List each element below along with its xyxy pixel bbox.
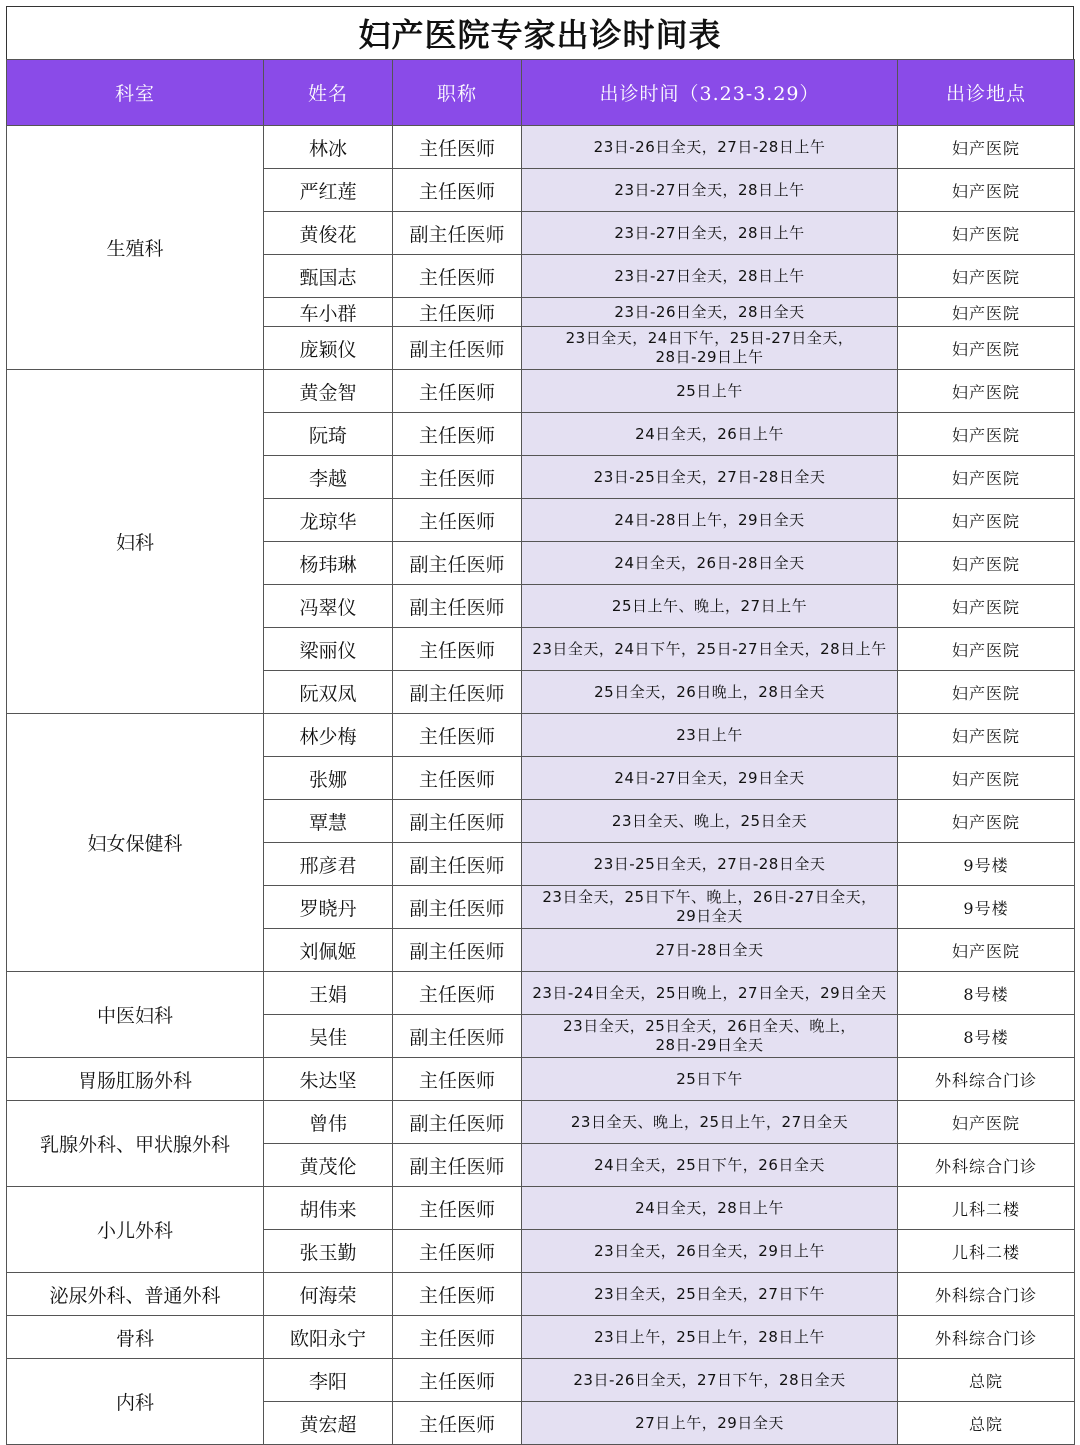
header-row (7, 60, 1075, 126)
location-cell: 妇产医院 (898, 327, 1075, 370)
doctor-title-cell: 副主任医师 (393, 212, 522, 255)
location-cell: 妇产医院 (898, 757, 1075, 800)
doctor-title-cell: 主任医师 (393, 126, 522, 169)
dept-cell: 妇科 (7, 370, 264, 714)
doctor-name-cell: 邢彦君 (264, 843, 393, 886)
schedule-time-line: 28日-29日上午 (655, 348, 764, 366)
schedule-time-cell: 23日全天、晚上，25日全天 (522, 800, 898, 843)
doctor-title-cell: 副主任医师 (393, 886, 522, 929)
doctor-name-cell: 李阳 (264, 1359, 393, 1402)
schedule-time-cell (522, 886, 898, 929)
schedule-table (6, 59, 1075, 1445)
table-row (7, 972, 1075, 1015)
doctor-title-cell: 副主任医师 (393, 800, 522, 843)
doctor-name-cell: 黄俊花 (264, 212, 393, 255)
schedule-time-cell: 23日上午 (522, 714, 898, 757)
doctor-name-cell: 严红莲 (264, 169, 393, 212)
location-cell: 总院 (898, 1359, 1075, 1402)
doctor-name-cell: 林冰 (264, 126, 393, 169)
doctor-name-cell: 覃慧 (264, 800, 393, 843)
location-cell: 儿科二楼 (898, 1187, 1075, 1230)
location-cell: 妇产医院 (898, 456, 1075, 499)
header-name: 姓名 (264, 60, 393, 126)
location-cell: 儿科二楼 (898, 1230, 1075, 1273)
schedule-sheet (6, 6, 1074, 1445)
schedule-time-cell: 23日-27日全天，28日上午 (522, 255, 898, 298)
location-cell: 妇产医院 (898, 714, 1075, 757)
location-cell: 妇产医院 (898, 126, 1075, 169)
doctor-name-cell: 阮琦 (264, 413, 393, 456)
table-row (7, 1273, 1075, 1316)
doctor-title-cell: 主任医师 (393, 972, 522, 1015)
doctor-name-cell: 曾伟 (264, 1101, 393, 1144)
schedule-time-line: 29日全天 (676, 907, 743, 925)
location-cell: 妇产医院 (898, 370, 1075, 413)
location-cell: 妇产医院 (898, 255, 1075, 298)
doctor-title-cell: 副主任医师 (393, 843, 522, 886)
location-cell: 外科综合门诊 (898, 1058, 1075, 1101)
schedule-time-cell: 23日-26日全天，27日下午，28日全天 (522, 1359, 898, 1402)
doctor-title-cell: 副主任医师 (393, 1144, 522, 1187)
table-row (7, 714, 1075, 757)
table-row (7, 126, 1075, 169)
doctor-name-cell: 胡伟来 (264, 1187, 393, 1230)
schedule-time-cell: 23日全天，25日全天，27日下午 (522, 1273, 898, 1316)
table-row (7, 1101, 1075, 1144)
doctor-title-cell: 主任医师 (393, 1187, 522, 1230)
doctor-title-cell: 副主任医师 (393, 929, 522, 972)
doctor-title-cell: 副主任医师 (393, 542, 522, 585)
dept-cell: 小儿外科 (7, 1187, 264, 1273)
dept-cell: 生殖科 (7, 126, 264, 370)
table-row (7, 1058, 1075, 1101)
doctor-name-cell: 朱达坚 (264, 1058, 393, 1101)
doctor-name-cell: 梁丽仪 (264, 628, 393, 671)
schedule-time-cell: 27日上午，29日全天 (522, 1402, 898, 1445)
doctor-name-cell: 何海荣 (264, 1273, 393, 1316)
dept-cell: 中医妇科 (7, 972, 264, 1058)
schedule-time-cell: 24日全天，26日上午 (522, 413, 898, 456)
schedule-time-cell: 25日下午 (522, 1058, 898, 1101)
location-cell: 妇产医院 (898, 628, 1075, 671)
location-cell: 9号楼 (898, 843, 1075, 886)
doctor-name-cell: 黄宏超 (264, 1402, 393, 1445)
doctor-title-cell: 主任医师 (393, 298, 522, 327)
doctor-name-cell: 车小群 (264, 298, 393, 327)
schedule-time-cell: 25日上午 (522, 370, 898, 413)
dept-cell: 内科 (7, 1359, 264, 1445)
location-cell: 总院 (898, 1402, 1075, 1445)
doctor-name-cell: 吴佳 (264, 1015, 393, 1058)
location-cell: 妇产医院 (898, 585, 1075, 628)
doctor-title-cell: 主任医师 (393, 499, 522, 542)
schedule-body (7, 126, 1075, 1445)
schedule-time-cell: 23日上午，25日上午，28日上午 (522, 1316, 898, 1359)
schedule-time-line: 23日全天，25日全天，26日全天、晚上， (563, 1017, 856, 1035)
doctor-title-cell: 主任医师 (393, 1402, 522, 1445)
doctor-title-cell: 主任医师 (393, 1316, 522, 1359)
schedule-time-cell: 23日-26日全天，27日-28日上午 (522, 126, 898, 169)
table-row (7, 1359, 1075, 1402)
doctor-name-cell: 冯翠仪 (264, 585, 393, 628)
dept-cell: 妇女保健科 (7, 714, 264, 972)
doctor-name-cell: 龙琼华 (264, 499, 393, 542)
doctor-title-cell: 主任医师 (393, 1273, 522, 1316)
schedule-time-cell: 23日-27日全天，28日上午 (522, 212, 898, 255)
doctor-name-cell: 王娟 (264, 972, 393, 1015)
doctor-name-cell: 庞颖仪 (264, 327, 393, 370)
location-cell: 外科综合门诊 (898, 1144, 1075, 1187)
doctor-name-cell: 李越 (264, 456, 393, 499)
schedule-time-cell: 23日-25日全天，27日-28日全天 (522, 843, 898, 886)
schedule-time-cell: 23日-27日全天，28日上午 (522, 169, 898, 212)
doctor-title-cell: 副主任医师 (393, 327, 522, 370)
location-cell: 妇产医院 (898, 413, 1075, 456)
doctor-title-cell: 副主任医师 (393, 671, 522, 714)
location-cell: 外科综合门诊 (898, 1316, 1075, 1359)
doctor-name-cell: 欧阳永宁 (264, 1316, 393, 1359)
schedule-time-cell: 25日全天，26日晚上，28日全天 (522, 671, 898, 714)
doctor-title-cell: 主任医师 (393, 1359, 522, 1402)
schedule-time-cell: 23日-26日全天，28日全天 (522, 298, 898, 327)
location-cell: 妇产医院 (898, 929, 1075, 972)
doctor-title-cell: 主任医师 (393, 757, 522, 800)
doctor-title-cell: 主任医师 (393, 1230, 522, 1273)
schedule-time-line: 23日全天，24日下午，25日-27日全天， (565, 329, 854, 347)
location-cell: 妇产医院 (898, 542, 1075, 585)
dept-cell: 骨科 (7, 1316, 264, 1359)
doctor-title-cell: 主任医师 (393, 255, 522, 298)
header-title: 职称 (393, 60, 522, 126)
table-row (7, 370, 1075, 413)
doctor-name-cell: 杨玮琳 (264, 542, 393, 585)
doctor-name-cell: 张玉勤 (264, 1230, 393, 1273)
doctor-title-cell: 主任医师 (393, 413, 522, 456)
doctor-title-cell: 主任医师 (393, 456, 522, 499)
header-location: 出诊地点 (898, 60, 1075, 126)
dept-cell: 乳腺外科、甲状腺外科 (7, 1101, 264, 1187)
header-dept: 科室 (7, 60, 264, 126)
doctor-name-cell: 黄金智 (264, 370, 393, 413)
schedule-time-cell: 23日全天，24日下午，25日-27日全天，28日上午 (522, 628, 898, 671)
doctor-name-cell: 黄茂伦 (264, 1144, 393, 1187)
location-cell: 8号楼 (898, 972, 1075, 1015)
header-time: 出诊时间（3.23-3.29） (522, 60, 898, 126)
doctor-name-cell: 林少梅 (264, 714, 393, 757)
doctor-title-cell: 副主任医师 (393, 1015, 522, 1058)
doctor-title-cell: 主任医师 (393, 370, 522, 413)
doctor-name-cell: 张娜 (264, 757, 393, 800)
location-cell: 外科综合门诊 (898, 1273, 1075, 1316)
location-cell: 9号楼 (898, 886, 1075, 929)
location-cell: 妇产医院 (898, 800, 1075, 843)
doctor-title-cell: 主任医师 (393, 628, 522, 671)
dept-cell: 胃肠肛肠外科 (7, 1058, 264, 1101)
schedule-time-cell: 24日-28日上午，29日全天 (522, 499, 898, 542)
schedule-time-cell: 23日全天、晚上，25日上午，27日全天 (522, 1101, 898, 1144)
schedule-time-cell: 24日-27日全天，29日全天 (522, 757, 898, 800)
schedule-time-cell: 24日全天，28日上午 (522, 1187, 898, 1230)
schedule-time-cell: 25日上午、晚上，27日上午 (522, 585, 898, 628)
schedule-time-cell: 27日-28日全天 (522, 929, 898, 972)
location-cell: 妇产医院 (898, 671, 1075, 714)
schedule-time-cell: 23日-25日全天，27日-28日全天 (522, 456, 898, 499)
table-row (7, 1316, 1075, 1359)
doctor-name-cell: 阮双凤 (264, 671, 393, 714)
schedule-time-cell: 23日-24日全天，25日晚上，27日全天，29日全天 (522, 972, 898, 1015)
doctor-name-cell: 罗晓丹 (264, 886, 393, 929)
page-title: 妇产医院专家出诊时间表 (6, 6, 1074, 59)
location-cell: 妇产医院 (898, 1101, 1075, 1144)
location-cell: 妇产医院 (898, 298, 1075, 327)
schedule-time-line: 28日-29日全天 (655, 1036, 764, 1054)
schedule-time-cell: 23日全天，26日全天，29日上午 (522, 1230, 898, 1273)
dept-cell: 泌尿外科、普通外科 (7, 1273, 264, 1316)
schedule-time-cell: 24日全天，26日-28日全天 (522, 542, 898, 585)
doctor-name-cell: 刘佩姬 (264, 929, 393, 972)
doctor-title-cell: 副主任医师 (393, 1101, 522, 1144)
doctor-title-cell: 主任医师 (393, 169, 522, 212)
location-cell: 8号楼 (898, 1015, 1075, 1058)
doctor-title-cell: 主任医师 (393, 714, 522, 757)
doctor-title-cell: 副主任医师 (393, 585, 522, 628)
schedule-time-cell (522, 1015, 898, 1058)
doctor-name-cell: 甄国志 (264, 255, 393, 298)
schedule-time-line: 23日全天，25日下午、晚上，26日-27日全天， (542, 888, 877, 906)
location-cell: 妇产医院 (898, 499, 1075, 542)
location-cell: 妇产医院 (898, 212, 1075, 255)
location-cell: 妇产医院 (898, 169, 1075, 212)
schedule-time-cell: 24日全天，25日下午，26日全天 (522, 1144, 898, 1187)
doctor-title-cell: 主任医师 (393, 1058, 522, 1101)
table-row (7, 1187, 1075, 1230)
schedule-time-cell (522, 327, 898, 370)
